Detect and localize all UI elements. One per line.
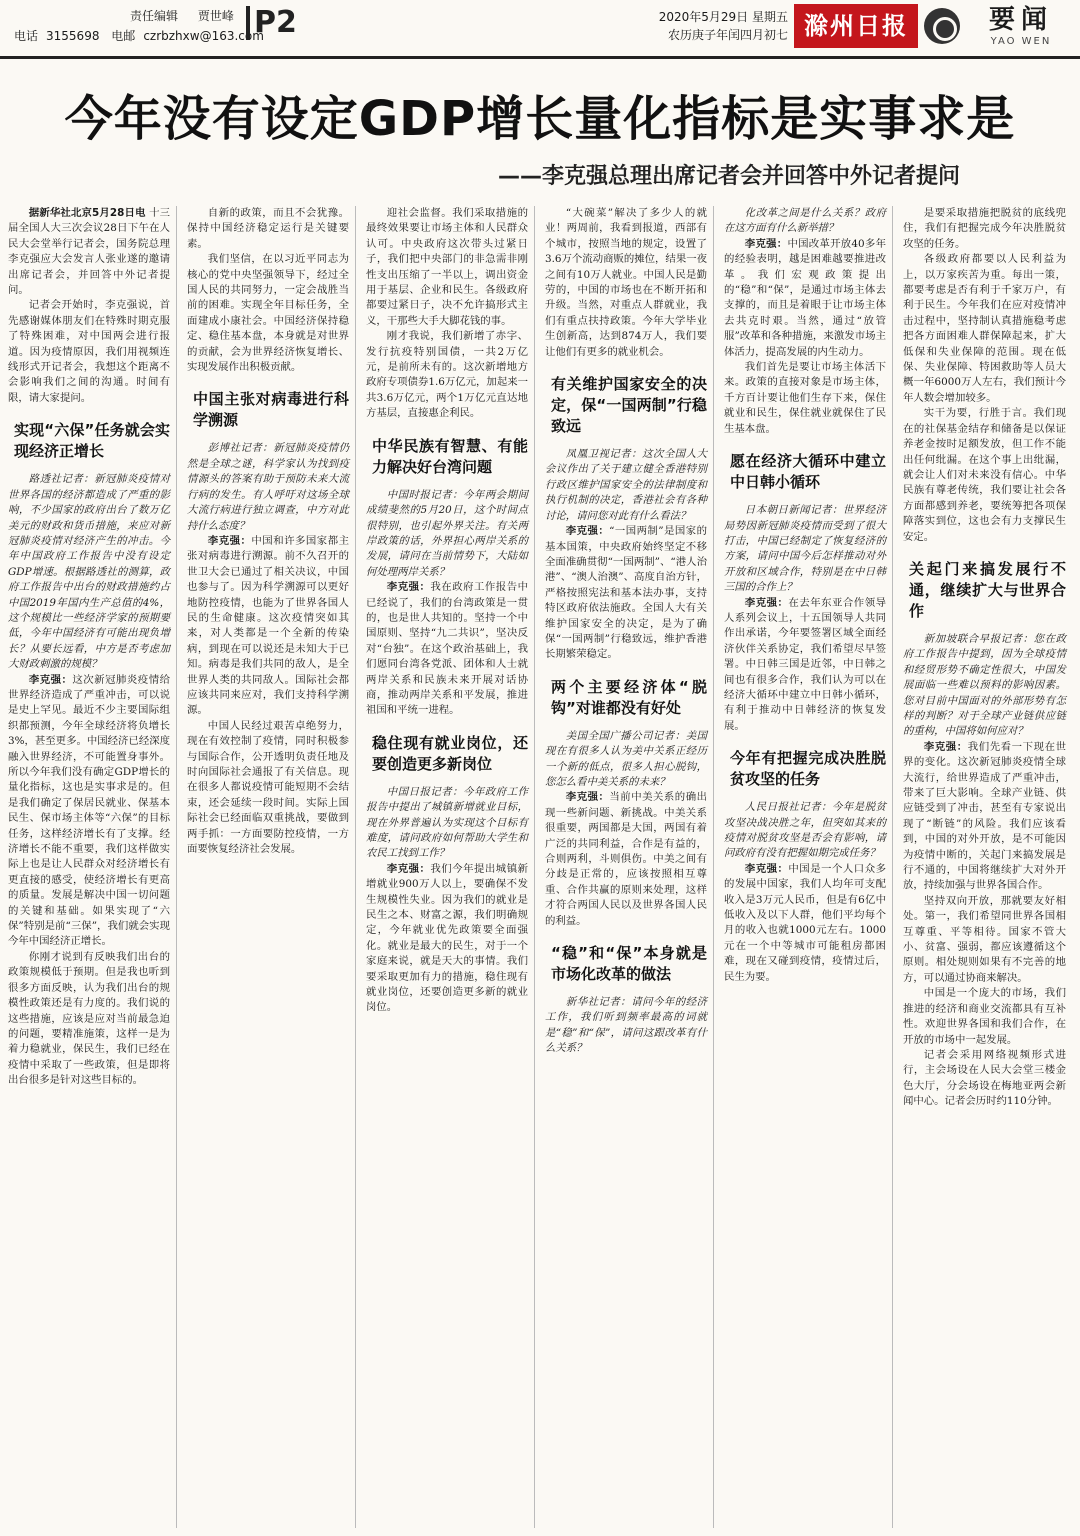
paragraph: 各级政府都要以人民利益为上，以万家疾苦为重。每出一策，都要考虑是否有利于千家万户，有利于民生。今年我们在应对疫情冲击过程中，坚持制认真措施稳考虑把各方面困难人群保障起来，扩大低保和失业保障的范围。现在低保、失业保障、特困救助等人员大概一年6000万人左右，我们预计今年人数会增加较多。 [903,253,1066,404]
page-number: P2 [246,6,297,40]
editor-label: 责任编辑 [130,9,179,23]
paragraph: 记者会开始时，李克强说，首先感谢媒体朋友们在特殊时期克服了特殊困难，对中国两会进行报道。因为疫情原因，我们用视频连线形式开记者会，我想这个距离不会影响我们之间的沟通。时间有限，请大家提问。 [8,299,170,404]
email-address: czrbzhxw@163.com [143,29,264,43]
answer: 李克强：“一国两制”是国家的基本国策，中央政府始终坚定不移全面准确贯彻“一国两制”、“港人治港”、“澳人治澳”、高度自治方针，严格按照宪法和基本法办事，支持特区政府依法施政。全国人大有关维护国家安全的决定，是为了确保“一国两制”行稳致远，维护香港长期繁荣稳定。 [545,525,707,661]
question: 中国时报记者：今年两会期间成绩斐然的5月20日，这个时间点很特别，也引起外界关注。有关两岸政策的话，外界担心两岸关系的发展，请问在当前情势下，大陆如何处理两岸关系？ [366,488,528,578]
column-4 [545,206,714,1528]
paragraph: 我们坚信，在以习近平同志为核心的党中央坚强领导下，经过全国人民的共同努力，一定会战胜当前的困难。实现全年目标任务，全面建成小康社会。中国经济保持稳定、稳住基本盘，本身就是对世界的贡献，会为世界经济恢复增长、实现发展作出积极贡献。 [187,253,349,374]
emblem-icon [924,8,960,44]
section-heading: 稳住现有就业岗位，还要创造更多新岗位 [372,733,528,773]
answer: 李克强：当前中美关系的确出现一些新问题、新挑战。中美关系很重要，两国都是大国，两国有着广泛的共同利益，合作是有益的，合则两利，斗则俱伤。中美之间有分歧是正常的，应该按照相互尊重、合作共赢的原则来处理，这样才符合两国人民以及世界各国人民的利益。 [545,791,708,927]
section-heading: 今年有把握完成决胜脱贫攻坚的任务 [730,749,886,789]
headline: 今年没有设定GDP增长量化指标是实事求是 [64,91,1016,147]
answer: 李克强：中国和许多国家都主张对病毒进行溯源。前不久召开的世卫大会已通过了相关决议，中国也参与了。因为科学溯源可以更好地防控疫情，也能为了世界各国人民的生命健康。这次疫情突如其来，对人类都是一个全新的传染病，到现在可以说还是未知大于已知。病毒是我们共同的敌人，是全世界人类的共同敌人。国际社会都应该共同来应对，我们支持科学溯源。 [187,534,350,717]
paragraph: 刚才我说，我们新增了赤字、发行抗疫特别国债，一共2万亿元，是前所未有的。这次新增地方政府专项债券1.6万亿元，加起来一共3.6万亿元，两个1万亿元直达地方基层，直接惠企利民。 [366,330,528,420]
section-name-en: YAO WEN [990,36,1052,47]
section-heading: 实现“六保”任务就会实现经济正增长 [14,421,170,461]
section-heading: “稳”和“保”本身就是市场化改革的做法 [551,944,707,984]
question: 化改革之间是什么关系？政府在这方面有什么新举措？ [724,207,886,235]
editor-info [14,6,272,46]
paragraph: 中国人民经过艰苦卓绝努力，现在有效控制了疫情，同时积极参与国际合作，公开透明负责任地及时向国际社会通报了有关信息。现在很多人都说疫情可能短期不会结束，还会延续一段时间。实际上国际社会已经面临双重挑战，要做到两手抓：一方面要防控疫情，一方面要恢复经济社会发展。 [187,719,349,856]
paragraph: 记者会采用网络视频形式进行，主会场设在人民大会堂三楼金色大厅，分会场设在梅地亚两会新闻中心。记者会历时约110分钟。 [903,1048,1066,1108]
question: 新加坡联合早报记者：您在政府工作报告中提到，因为全球疫情和经贸形势不确定性很大，中国发展面临一些难以预料的影响因素。您对目前中国面对的外部形势有怎样的判断？对于全球产业链供应链的重构，中国将如何应对？ [903,632,1066,738]
answer: 李克强：中国是一个人口众多的发展中国家，我们人均年可支配收入是3万元人民币，但是有6亿中低收入及以下人群，他们平均每个月的收入也就1000元左右。1000元在一个中等城市可能租房都困难，现在又碰到疫情，疫情过后，民生为要。 [724,862,887,983]
paragraph: 自新的政策，而且不会犹豫。保持中国经济稳定运行是关键要素。 [187,207,349,250]
column-6 [903,206,1072,1528]
paragraph: 坚持双向开放，那就要友好相处。第一，我们希望同世界各国相互尊重、平等相待。国家不管大小、贫富、强弱，都应该遵循这个原则。相处规则如果有不完善的地方，可以通过协商来解决。 [903,894,1066,984]
question: 彭博社记者：新冠肺炎疫情仍然是全球之谜，科学家认为找到疫情源头的答案有助于预防未来大流行病的发生。有人呼吁对这场全球大流行病进行独立调查，中方对此持什么态度？ [187,442,349,532]
paragraph: 我们首先是要让市场主体活下来。政策的直接对象是市场主体，千方百计要让他们生存下来，保住就业和民生，保住就业就保住了民生基本盘。 [724,361,886,435]
answer: 李克强：我在政府工作报告中已经说了，我们的台湾政策是一贯的，也是世人共知的。坚持一个中国原则、坚持“九二共识”，坚决反对“台独”。在这个政治基础上，我们愿同台湾各党派、团体和人士就两岸关系和民族未来开展对话协商，推动两岸关系和平发展，推进祖国和平统一进程。 [366,581,529,717]
paragraph: “大碗菜”解决了多少人的就业！两周前，我看到报道，西部有个城市，按照当地的规定，设置了3.6万个流动商贩的摊位，结果一夜之间有10万人就业。中国人民是勤劳的，中国的市场也在不断开拓和升级。当然，对重点人群就业，我们有重点扶持政策。今年大学毕业生创新高，达到874万人，我们要让他们有更多的就业机会。 [545,207,707,358]
lunar-date: 农历庚子年闰四月初七 [667,28,788,42]
question: 日本朝日新闻记者：世界经济局势因新冠肺炎疫情而受到了很大打击，中国已经制定了恢复经济的方案，请问中国今后怎样推动对外开放和区域合作，特别是在中日韩三国的合作上？ [724,504,886,594]
paragraph: 中国是一个庞大的市场，我们推进的经济和商业交流都具有互补性。欢迎世界各国和我们合作，在开放的市场中一起发展。 [903,987,1066,1046]
dateline: 据新华社北京5月28日电 [28,207,146,219]
section-heading: 中华民族有智慧、有能力解决好台湾问题 [372,436,528,476]
question: 人民日报社记者：今年是脱贫攻坚决战决胜之年，但突如其来的疫情对脱贫攻坚是否会有影响，请问政府有没有把握如期完成任务？ [724,801,886,860]
section-heading: 关起门来搞发展行不通，继续扩大与世界合作 [909,559,1066,620]
answer: 李克强：我们今年提出城镇新增就业900万人以上，要确保不发生规模性失业。因为我们的就业是民生之本、财富之源，我们明确规定，今年就业优先政策要全面强化。就业是最大的民生，对于一个家庭来说，就是天大的事情。我们要采取更加有力的措施，稳住现有就业岗位，还要创造更多新的就业岗位。 [366,862,529,1014]
question: 中国日报记者：今年政府工作报告中提出了城镇新增就业目标，现在外界普遍认为实现这个目标有难度，请问政府如何帮助大学生和农民工找到工作？ [366,785,528,860]
column-2 [187,206,356,1528]
column-1 [8,206,177,1528]
paragraph: 据新华社北京5月28日电 十三届全国人大三次会议28日下午在人民大会堂举行记者会，国务院总理李克强应大会发言人张业遂的邀请出席记者会，并回答中外记者提问。 [8,207,170,297]
question: 路透社记者：新冠肺炎疫情对世界各国的经济都造成了严重的影响，不少国家的政府出台了数万亿美元的财政和货币措施，来应对新冠肺炎疫情对经济产生的冲击。今年中国政府工作报告中没有设定GDP增速。根据路透社的测算，政府工作报告中出台的财政措施约占中国2019年国内生产总值的4%，这个规模比一些经济学家的预期要低，今年中国经济有可能出现负增长？从要长远看，中方是否考虑加大财政刺激的规模？ [8,473,170,671]
section-title [966,4,1076,47]
question: 新华社记者：请问今年的经济工作，我们听到频率最高的词就是“稳”和“保”，请问这跟改革有什么关系？ [545,996,707,1055]
answer: 李克强：在去年东亚合作领导人系列会议上，十五国领导人共同作出承诺，今年要签署区域全面经济伙伴关系协定，我们希望尽早签署。中日韩三国是近邻，中日韩之间也有很多合作，我们认为可以在经济大循环中建立中日韩小循环，有利于推动中日韩经济的恢复发展。 [724,596,887,732]
paragraph: 是要采取措施把脱贫的底线兜住，我们有把握完成今年决胜脱贫攻坚的任务。 [903,207,1066,250]
article-body [8,206,1072,1528]
column-3 [366,206,535,1528]
newspaper-logo: 滁州日报 [794,4,918,48]
issue-date [648,8,788,44]
section-heading: 两个主要经济体“脱钩”对谁都没有好处 [551,677,707,717]
section-name-cn: 要闻 [988,5,1053,35]
gregorian-date: 2020年5月29日 星期五 [658,10,788,24]
masthead [0,0,1080,58]
section-heading: 有关维护国家安全的决定，保“一国两制”行稳致远 [551,375,707,436]
subheadline: ——李克强总理出席记者会并回答中外记者提问 [497,164,960,189]
email-label: 电邮 [111,29,136,43]
answer: 李克强：中国改革开放40多年的经验表明，越是困难越要推进改革。我们宏观政策提出的“稳”和“保”，是通过市场主体去支撑的，而且是着眼于让市场主体去共克时艰。当然，通过“放管服”改革和各种措施，来激发市场主体活力，提高发展的内生动力。 [724,237,886,358]
masthead-rule [0,56,1080,59]
question: 凤凰卫视记者：这次全国人大会议作出了关于建立健全香港特别行政区维护国家安全的法律制度和执行机制的决定，香港社会有各种讨论，请问您对此有什么看法？ [545,448,707,522]
column-5 [724,206,893,1528]
section-heading: 中国主张对病毒进行科学溯源 [193,390,349,430]
phone-label: 电话 [14,29,39,43]
paragraph: 实干为要，行胜于言。我们现在的社保基金结存和储备是以保证养老金按时足额发放，但工作不能出任何纰漏。在这个事上出纰漏，就会让人们对未来没有信心。中华民族有尊老传统，我们要让社会各方面都感到养老，要统筹把各项保障落实到位，这也会有力支撑民生安定。 [903,407,1066,543]
question: 美国全国广播公司记者：美国现在有很多人认为美中关系正经历一个新的低点，很多人担心脱钩，您怎么看中美关系的未来？ [545,729,707,788]
answer: 李克强：我们先看一下现在世界的变化。这次新冠肺炎疫情全球大流行，给世界造成了严重冲击，带来了巨大影响。全球产业链、供应链受到了冲击，甚至有专家说出现了“断链”的风险。我们应该看到，中国的对外开放，是不可能因为疫情中断的，关起门来搞发展是行不通的，中国将继续扩大对外开放，持续加强与世界各国合作。 [903,740,1066,892]
paragraph: 迎社会监督。我们采取措施的最终效果要让市场主体和人民群众认可。中央政府这次带头过紧日子，我们把中央部门的非急需非刚性支出压缩了一半以上，调出资金用于基层、企业和民生。各级政府都要过紧日子，决不允许搞形式主义，干那些大手大脚花钱的事。 [366,207,528,327]
section-heading: 愿在经济大循环中建立中日韩小循环 [730,452,886,492]
paragraph: 你刚才说到有反映我们出台的政策规模低于预期。但是我也听到很多方面反映，认为我们出台的规模性政策还是有力度的。我们说的这些措施，应该是应对当前最急迫的问题，要精准施策，这样一是为着力稳就业，保民生，我们已经在疫情中采取了一些政策，但是即将出台很多是针对这些目标的。 [8,950,170,1087]
phone-number: 3155698 [46,29,100,43]
answer: 李克强：这次新冠肺炎疫情给世界经济造成了严重冲击，可以说是史上罕见。最近不少主要国际组织都预测，今年全球经济将负增长3%，甚至更多。中国经济已经深度融入世界经济，不可能置身事外。所以今年我们没有确定GDP增长的量化指标，这也是实事求是的。但是我们确定了保居民就业、保基本民生、保市场主体等“六保”的目标任务，这样经济增长有了支撑。经济增长不能不重要，我们这样做实际上也是让人民群众对经济增长有更直接的感受，使经济增长有更高的质量。发展是解决中国一切问题的关键和基础。如果实现了“六保”特别是前“三保”，我们就会实现今年中国经济正增长。 [8,673,171,948]
editor-name: 贾世峰 [197,9,234,23]
